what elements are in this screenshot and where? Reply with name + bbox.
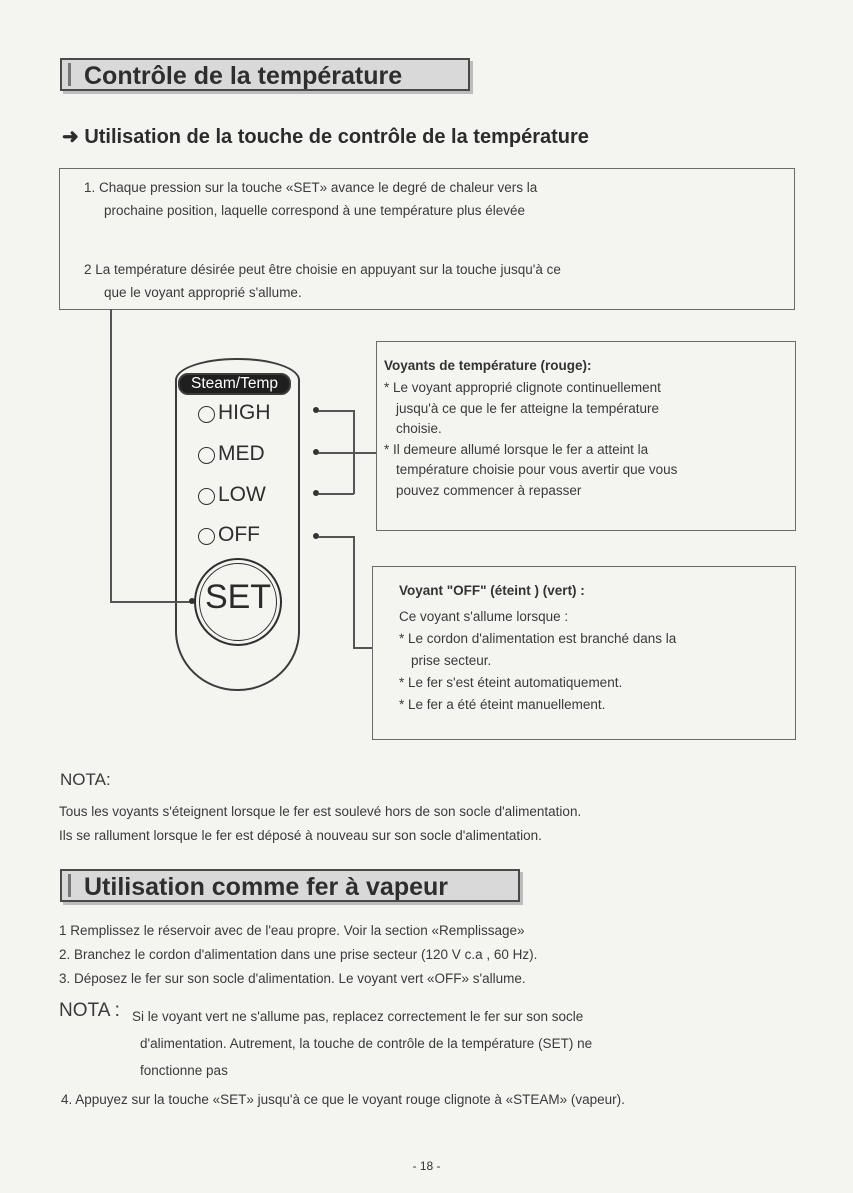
level-label-high: HIGH	[218, 401, 271, 424]
high-indicator-icon	[198, 406, 215, 423]
green-bullet-1-line1: * Le cordon d'alimentation est branché dans la	[399, 631, 677, 646]
nota2-title: NOTA :	[59, 1000, 120, 1021]
green-indicator-text	[399, 606, 791, 716]
connector-line	[110, 601, 192, 603]
steps-list	[59, 919, 537, 991]
green-indicator-title: Voyant "OFF" (éteint ) (vert) :	[399, 583, 585, 598]
low-indicator-icon	[198, 488, 215, 505]
red-indicator-text	[384, 378, 789, 501]
arrow-icon: ➜	[62, 126, 79, 148]
instruction-2-line1: La température désirée peut être choisie en appuyant sur la touche jusqu'à ce	[95, 262, 561, 277]
connector-line	[110, 309, 112, 602]
nota2-line3: fonctionne pas	[140, 1063, 228, 1078]
instruction-1-line1: Chaque pression sur la touche «SET» avance le degré de chaleur vers la	[99, 180, 538, 195]
green-bullet-2: * Le fer s'est éteint automatiquement.	[399, 675, 623, 690]
instruction-2	[84, 258, 784, 304]
red-bullet-1-line2: jusqu'à ce que le fer atteigne la température	[396, 400, 659, 416]
connector-line	[318, 452, 376, 454]
instruction-1-line2: prochaine position, laquelle correspond à une température plus élevée	[104, 203, 526, 218]
nota-text	[59, 800, 581, 848]
section-title-text: Utilisation comme fer à vapeur	[84, 873, 449, 901]
step-4: 4. Appuyez sur la touche «SET» jusqu'à ce que le voyant rouge clignote à «STEAM» (vapeur).	[61, 1092, 625, 1107]
level-label-low: LOW	[218, 483, 266, 506]
instruction-1-number: 1.	[84, 180, 96, 195]
connector-line	[318, 536, 354, 538]
level-label-off: OFF	[218, 523, 260, 546]
off-indicator-icon	[198, 528, 215, 545]
section-title-steam-iron	[60, 869, 520, 902]
red-bullet-1-line3: choisie.	[396, 421, 442, 436]
page-number: - 18 -	[412, 1159, 441, 1173]
connector-line	[353, 647, 373, 649]
subheading	[62, 124, 589, 149]
connector-line	[318, 493, 354, 495]
nota2-line1: Si le voyant vert ne s'allume pas, replacez correctement le fer sur son socle	[132, 1009, 584, 1024]
red-bullet-1-line1: * Le voyant approprié clignote continuellement	[384, 380, 661, 395]
subheading-text: Utilisation de la touche de contrôle de la température	[84, 126, 589, 148]
section-title-text: Contrôle de la température	[84, 62, 403, 90]
green-bullet-1-line2: prise secteur.	[411, 653, 492, 668]
red-bullet-2-line1: * Il demeure allumé lorsque le fer a atteint la	[384, 441, 649, 457]
red-bullet-2-line2: température choisie pour vous avertir que vous	[396, 462, 678, 477]
red-bullet-2-line3: pouvez commencer à repasser	[396, 482, 582, 498]
steam-temp-label: Steam/Temp	[178, 373, 291, 395]
connector-line	[353, 536, 355, 648]
step-1: 1 Remplissez le réservoir avec de l'eau propre. Voir la section «Remplissage»	[59, 923, 525, 938]
section-title-temperature-control	[60, 58, 470, 91]
instruction-2-number: 2	[84, 262, 92, 277]
green-intro: Ce voyant s'allume lorsque :	[399, 609, 569, 624]
connector-line	[353, 410, 355, 494]
level-label-med: MED	[218, 442, 265, 465]
connector-line	[318, 410, 354, 412]
instruction-2-line2: que le voyant approprié s'allume.	[104, 285, 302, 300]
med-indicator-icon	[198, 447, 215, 464]
step-2: 2. Branchez le cordon d'alimentation dans une prise secteur (120 V c.a , 60 Hz).	[59, 947, 538, 962]
nota2-line2: d'alimentation. Autrement, la touche de contrôle de la température (SET) ne	[140, 1036, 593, 1051]
set-button-label: SET	[204, 578, 272, 616]
step-3: 3. Déposez le fer sur son socle d'alimentation. Le voyant vert «OFF» s'allume.	[59, 971, 526, 986]
nota2-text	[132, 1003, 593, 1084]
nota-line2: Ils se rallument lorsque le fer est déposé à nouveau sur son socle d'alimentation.	[59, 828, 542, 843]
red-indicator-title: Voyants de température (rouge):	[384, 358, 592, 373]
nota-line1: Tous les voyants s'éteignent lorsque le fer est soulevé hors de son socle d'alimentation.	[59, 804, 582, 819]
nota-title: NOTA:	[60, 770, 111, 789]
green-bullet-3: * Le fer a été éteint manuellement.	[399, 697, 606, 712]
instruction-1	[84, 176, 784, 222]
